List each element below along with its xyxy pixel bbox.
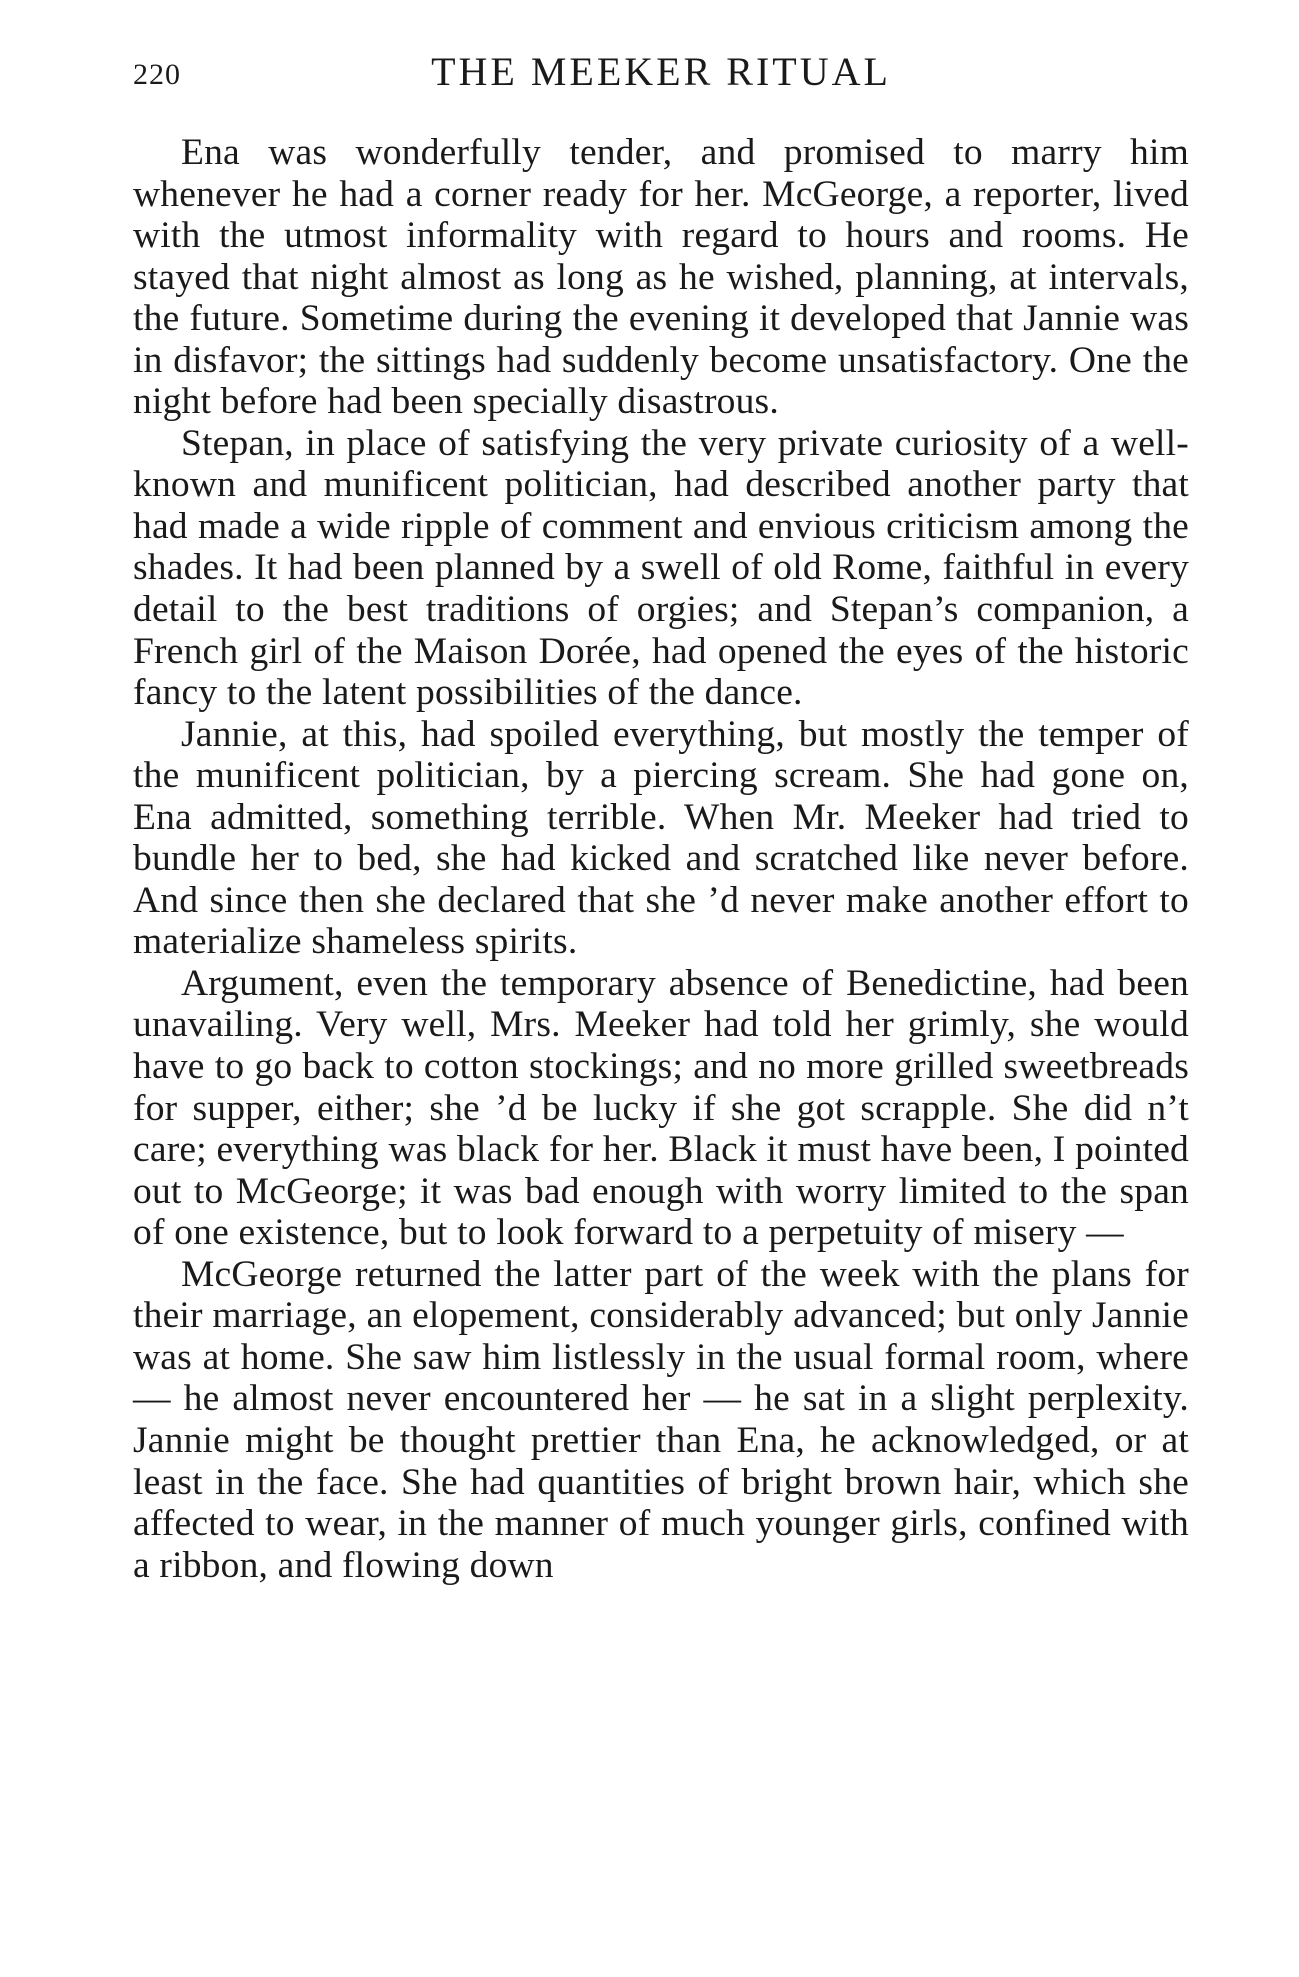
page-number: 220 <box>133 58 181 91</box>
page-header <box>133 48 1189 104</box>
running-title: THE MEEKER RITUAL <box>431 49 891 94</box>
paragraph: Jannie, at this, had spoiled everything, but mostly the temper of the munificent politician, by a piercing scream. She had gone on, Ena admitted, something terrible. When Mr. Meeker had tried to bundle her to bed, she had kicked and scratched like never before. And since then she declared that she ’d never make another effort to materialize shameless spirits. <box>133 713 1189 963</box>
paragraph: Argument, even the temporary absence of Benedictine, had been unavailing. Very well, Mrs. Meeker had told her grimly, she would have to go back to cotton stockings; and no more grilled sweetbreads for supper, either; she ’d be lucky if she got scrapple. She did n’t care; everything was black for her. Black it must have been, I pointed out to McGeorge; it was bad enough with worry limited to the span of one existence, but to look forward to a perpetuity of misery — <box>133 962 1189 1254</box>
paragraph: Stepan, in place of satisfying the very private curiosity of a well-known and munificent politician, had described another party that had made a wide ripple of comment and envious criticism among the shades. It had been planned by a swell of old Rome, faithful in every detail to the best traditions of orgies; and Stepan’s companion, a French girl of the Maison Dorée, had opened the eyes of the historic fancy to the latent possibilities of the dance. <box>133 422 1189 714</box>
body-text <box>133 132 1189 1586</box>
paragraph: McGeorge returned the latter part of the week with the plans for their marriage, an elopement, considerably advanced; but only Jannie was at home. She saw him listlessly in the usual formal room, where — he almost never encountered her — he sat in a slight perplexity. Jannie might be thought prettier than Ena, he acknowledged, or at least in the face. She had quantities of bright brown hair, which she affected to wear, in the manner of much younger girls, confined with a ribbon, and flowing down <box>133 1253 1189 1586</box>
paragraph: Ena was wonderfully tender, and promised to marry him whenever he had a corner ready for her. McGeorge, a reporter, lived with the utmost informality with regard to hours and rooms. He stayed that night almost as long as he wished, planning, at intervals, the future. Sometime during the evening it developed that Jannie was in disfavor; the sittings had suddenly become unsatisfactory. One the night before had been specially disastrous. <box>133 132 1189 423</box>
